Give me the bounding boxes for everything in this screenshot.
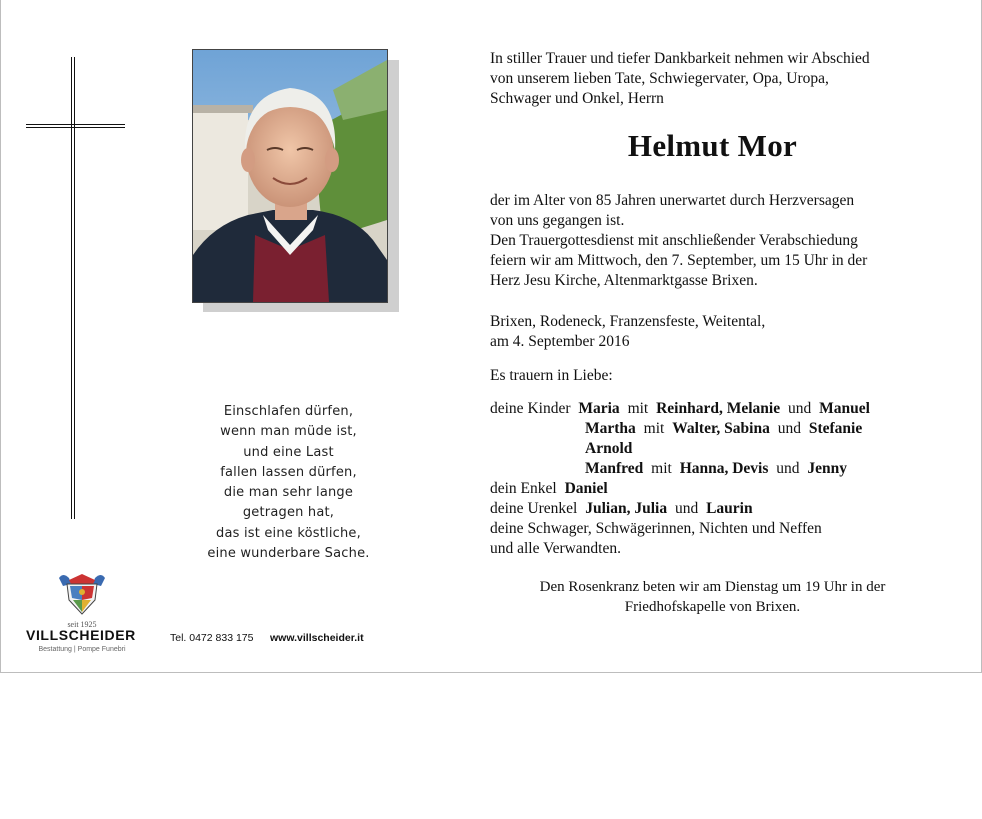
poem-line: eine wunderbare Sache.: [207, 546, 370, 562]
child-name: Arnold: [585, 440, 633, 457]
poem-line: getragen hat,: [242, 505, 335, 521]
spouse-names: Jenny: [807, 460, 848, 477]
family-row: [490, 439, 930, 459]
rosary-line: Den Rosenkranz beten wir am Dienstag um 19 Uhr in der: [539, 579, 886, 595]
notice-line: von uns gegangen ist.: [490, 212, 625, 229]
great-grandchildren-names: Julian, Julia: [585, 500, 668, 517]
grandchild-prefix: dein Enkel: [490, 480, 557, 497]
family-row-grandchild: [490, 479, 930, 499]
logo-name: VILLSCHEIDER: [26, 627, 136, 643]
rosary-notice: [490, 577, 935, 617]
great-grandchild-name: Laurin: [706, 500, 753, 517]
death-notice-text: [490, 191, 930, 291]
poem-line: fallen lassen dürfen,: [220, 464, 357, 480]
connector: und: [787, 400, 812, 417]
portrait-photo: [192, 49, 388, 303]
family-row: [490, 419, 930, 439]
family-row: [490, 459, 930, 479]
children-prefix: deine Kinder: [490, 400, 571, 417]
intro-text: [490, 49, 930, 109]
spouse-names: Walter, Sabina: [672, 420, 770, 437]
spouse-names: Stefanie: [808, 420, 863, 437]
coat-of-arms-icon: [53, 570, 111, 620]
family-row-inlaws: deine Schwager, Schwägerinnen, Nichten und Neffen: [490, 520, 822, 537]
poem-line: die man sehr lange: [223, 485, 354, 501]
spouse-names: Reinhard, Melanie: [656, 400, 781, 417]
place-line: Brixen, Rodeneck, Franzensfeste, Weitental,: [490, 313, 766, 330]
family-list: [490, 399, 930, 559]
spouse-names: Hanna, Devis: [679, 460, 769, 477]
connector: und: [777, 420, 801, 437]
poem: [181, 402, 396, 564]
mourners-heading: Es trauern in Liebe:: [490, 367, 613, 384]
rosary-line: Friedhofskapelle von Brixen.: [624, 599, 801, 615]
website-link[interactable]: www.villscheider.it: [270, 632, 364, 644]
logo-subtitle: Bestattung | Pompe Funebri: [38, 646, 126, 653]
connector: mit: [643, 420, 665, 437]
spouse-names: Manuel: [819, 400, 870, 417]
notice-line: Den Trauergottesdienst mit anschließender Verabschiedung: [490, 232, 858, 249]
poem-line: das ist eine köstliche,: [216, 525, 361, 541]
grandchild-name: Daniel: [564, 480, 608, 497]
phone-number: Tel. 0472 833 175: [170, 632, 254, 644]
family-row-children: [490, 399, 930, 419]
poem-line: und eine Last: [243, 444, 334, 460]
intro-line: In stiller Trauer und tiefer Dankbarkeit nehmen wir Abschied: [490, 50, 870, 67]
child-name: Maria: [578, 400, 620, 417]
connector: mit: [651, 460, 672, 477]
great-grandchildren-prefix: deine Urenkel: [490, 500, 578, 517]
poem-line: Einschlafen dürfen,: [223, 404, 354, 419]
child-name: Martha: [585, 420, 636, 437]
deceased-name: Helmut Mor: [627, 128, 798, 163]
logo-since: seit 1925: [67, 620, 97, 629]
poem-line: wenn man müde ist,: [220, 424, 357, 440]
connector: und: [674, 500, 699, 517]
family-row-great-grandchildren: [490, 499, 930, 519]
notice-line: feiern wir am Mittwoch, den 7. September, um 15 Uhr in der: [490, 252, 868, 269]
intro-line: Schwager und Onkel, Herrn: [490, 90, 664, 107]
connector: und: [776, 460, 800, 477]
child-name: Manfred: [585, 460, 644, 477]
intro-line: von unserem lieben Tate, Schwiegervater, Opa, Uropa,: [490, 70, 829, 87]
family-row-relatives: und alle Verwandten.: [490, 540, 621, 557]
notice-line: Herz Jesu Kirche, Altenmarktgasse Brixen.: [490, 272, 758, 289]
date-line: am 4. September 2016: [490, 333, 630, 350]
notice-line: der im Alter von 85 Jahren unerwartet durch Herzversagen: [490, 192, 855, 209]
connector: mit: [627, 400, 649, 417]
place-date: [490, 312, 930, 352]
